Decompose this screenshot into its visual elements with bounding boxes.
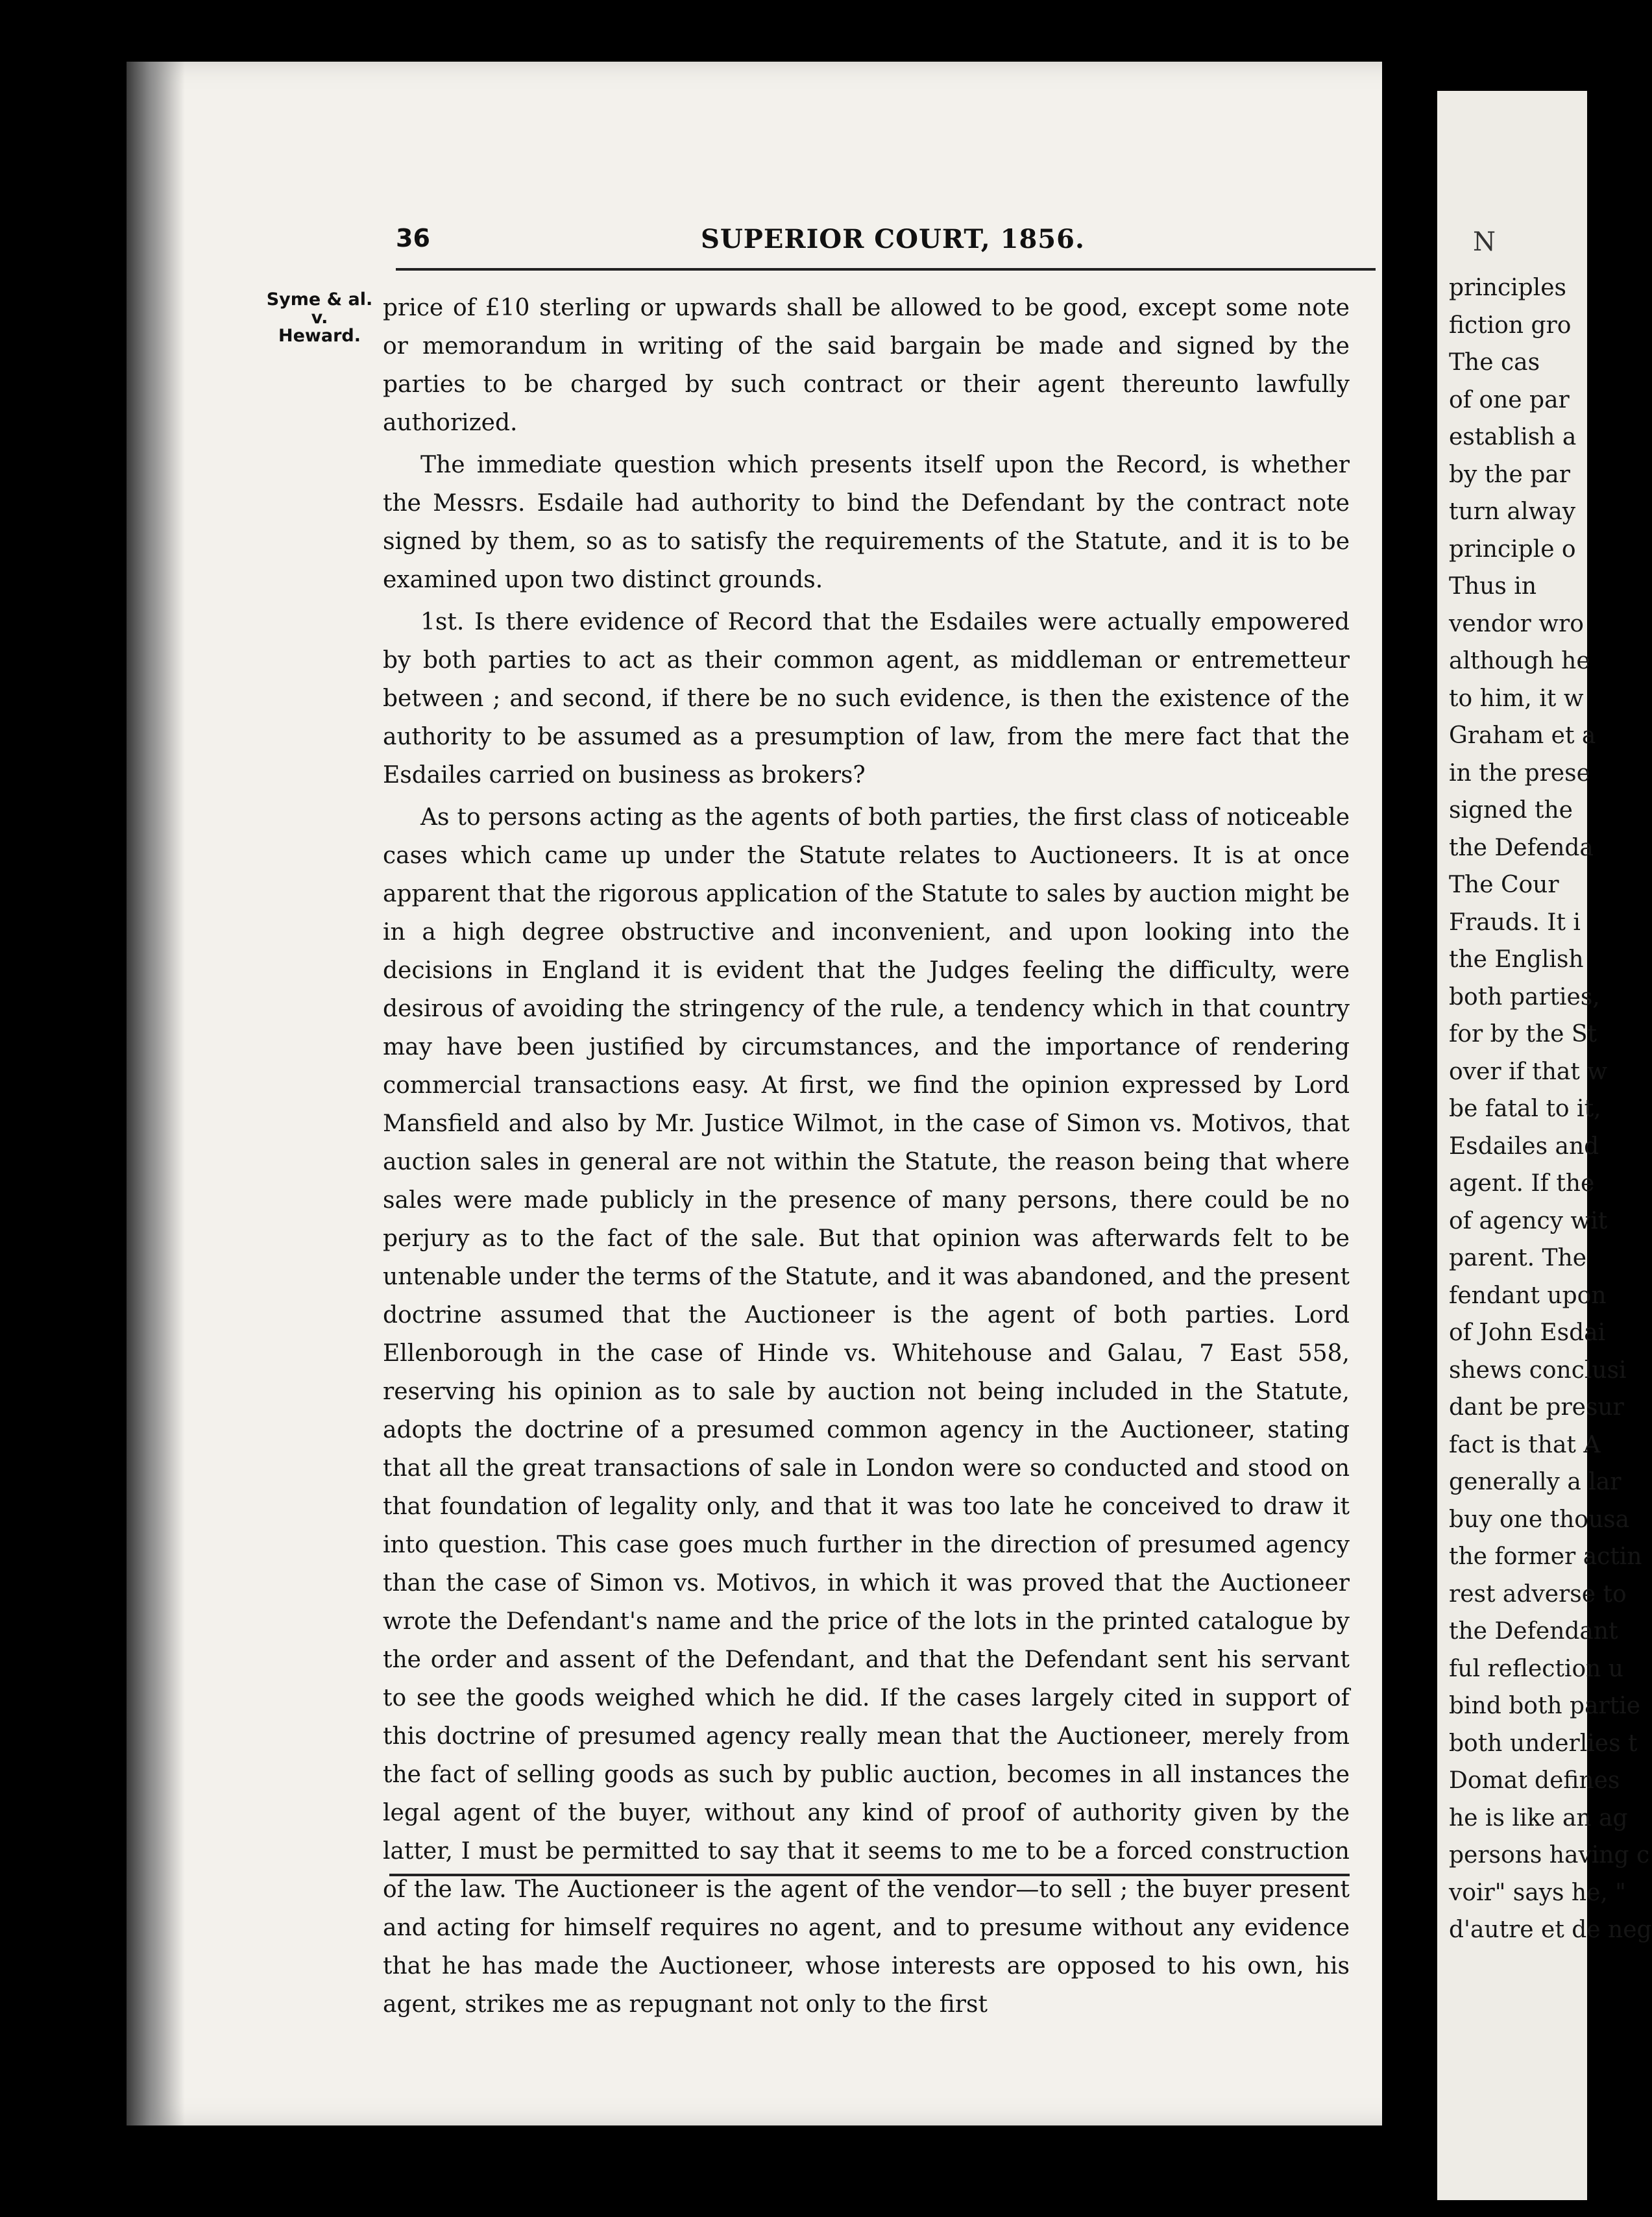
next-page-line: principle o bbox=[1449, 535, 1576, 563]
next-page-line: of agency wit bbox=[1449, 1207, 1608, 1234]
next-page-line: ful reflection u bbox=[1449, 1655, 1623, 1682]
next-page-line: he is like an ag bbox=[1449, 1804, 1628, 1831]
next-page-line: agent. If the bbox=[1449, 1170, 1595, 1197]
margin-note-line: v. bbox=[311, 308, 328, 328]
next-page-line: voir" says he, " bbox=[1449, 1879, 1626, 1906]
running-head: SUPERIOR COURT, 1856. bbox=[701, 224, 1085, 254]
scan-fold-line bbox=[389, 1874, 1350, 1876]
next-page-line: to him, it w bbox=[1449, 685, 1584, 712]
next-page-line: principles bbox=[1449, 275, 1566, 301]
next-page-line: the Defendant bbox=[1449, 1618, 1618, 1645]
next-page-line: bind both partie bbox=[1449, 1693, 1641, 1719]
next-page-line: by the par bbox=[1449, 461, 1570, 488]
paragraph: The immediate question which presents itself upon the Record, is whether the Messrs. Esdaile had authority to bind the Defendant by the contract note signed by them, so as to satisfy the requirements of the Statute, and it is to be examined upon two distinct grounds. bbox=[383, 452, 1350, 593]
next-page-line: turn alway bbox=[1449, 498, 1576, 525]
next-page-line: rest adverse to bbox=[1449, 1580, 1627, 1608]
next-page-line: the Defenda bbox=[1449, 834, 1594, 861]
margin-note-line: Syme & al. bbox=[266, 289, 373, 310]
next-page-line: The cas bbox=[1449, 349, 1540, 376]
next-page-line: for by the St bbox=[1449, 1021, 1597, 1047]
next-page-line: Frauds. It i bbox=[1449, 909, 1581, 936]
page-header bbox=[396, 224, 1395, 263]
page-gutter-shadow bbox=[127, 62, 185, 2125]
page-gap bbox=[1382, 62, 1437, 2203]
next-page-line: both underlies t bbox=[1449, 1730, 1638, 1757]
next-page-line: the former actin bbox=[1449, 1543, 1642, 1570]
next-page-line: the English bbox=[1449, 946, 1584, 973]
right-page-fragment bbox=[1437, 91, 1652, 2200]
next-page-line: The Cour bbox=[1449, 872, 1559, 898]
next-page-header: N bbox=[1473, 227, 1496, 257]
next-page-line: although he bbox=[1449, 648, 1590, 674]
next-page-line: of John Esdai bbox=[1449, 1319, 1606, 1346]
next-page-line: over if that w bbox=[1449, 1058, 1608, 1085]
next-page-line: buy one thousa bbox=[1449, 1506, 1630, 1533]
next-page-line: be fatal to it, bbox=[1449, 1096, 1601, 1122]
next-page-line: parent. The bbox=[1449, 1245, 1587, 1271]
next-page-line: establish a bbox=[1449, 424, 1577, 450]
header-rule bbox=[396, 268, 1376, 271]
next-page-line: signed the bbox=[1449, 797, 1573, 824]
next-page-lines bbox=[1449, 269, 1652, 1949]
page-number: 36 bbox=[396, 224, 430, 252]
next-page-line: fendant upon bbox=[1449, 1282, 1607, 1309]
next-page-line: persons having c bbox=[1449, 1842, 1650, 1868]
body-text bbox=[383, 289, 1350, 2024]
next-page-line: vendor wro bbox=[1449, 610, 1584, 637]
margin-note-line: Heward. bbox=[278, 326, 361, 346]
next-page-line: d'autre et de neg bbox=[1449, 1917, 1652, 1943]
next-page-line: Graham et a bbox=[1449, 722, 1596, 749]
next-page-line: Thus in bbox=[1449, 573, 1537, 600]
next-page-line: fact is that A bbox=[1449, 1431, 1601, 1458]
next-page-line: in the prese bbox=[1449, 759, 1590, 787]
next-page-line: fiction gro bbox=[1449, 312, 1572, 339]
paragraph: 1st. Is there evidence of Record that the Esdailes were actually empowered by both parties to act as their common agent, as middleman or entremetteur between ; and second, if there be no such evidence, is then the existence of the authority to be assumed as a presumption of law, from the mere fact that the Esdailes carried on business as brokers? bbox=[383, 609, 1350, 789]
next-page-line: Domat defines bbox=[1449, 1767, 1620, 1794]
next-page-line: generally a lar bbox=[1449, 1469, 1622, 1495]
paragraph: As to persons acting as the agents of both parties, the first class of noticeable cases which came up under the Statute relates to Auctioneers. It is at once apparent that the rigorous application of the Statute to sales by auction might be in a high degree obstructive and inconvenient, and upon looking into the decisions in England it is evident that the Judges feeling the difficulty, were desirous of avoiding the stringency of the rule, a tendency which in that country may have been justified by circumstances, and the importance of rendering commercial transactions easy. At first, we find the opinion expressed by Lord Mansfield and also by Mr. Justice Wilmot, in the case of Simon vs. Motivos, that auction sales in general are not within the Statute, the reason being that where sales were made publicly in the presence of many persons, there could be no perjury as to the fact of the sale. But that opinion was afterwards felt to be untenable under the terms of the Statute, and it was abandoned, and the present doctrine assumed that the Auctioneer is the agent of both parties. Lord Ellenborough in the case of Hinde vs. Whitehouse and Galau, 7 East 558, reserving his opinion as to sale by auction not being included in the Statute, adopts the doctrine of a presumed common agency in the Auctioneer, stating that all the great transactions of sale in London were so conducted and stood on that foundation of legality only, and that it was too late he conceived to draw it into question. This case goes much further in the direction of presumed agency than the case of Simon vs. Motivos, in which it was proved that the Auctioneer wrote the Defendant's name and the price of the lots in the printed catalogue by the order and assent of the Defendant, and that the Defendant sent his servant to see the goods weighed which he did. If the cases largely cited in support of this doctrine of presumed agency really mean that the Auctioneer, merely from the fact of selling goods as such by public auction, becomes in all instances the legal agent of the buyer, without any kind of proof of authority given by the latter, I must be permitted to say that it seems to me to be a forced construction of the law. The Auctioneer is the agent of the vendor—to sell ; the buyer present and acting for himself requires no agent, and to presume without any evidence that he has made the Auctioneer, whose interests are opposed to his own, his agent, strikes me as repugnant not only to the first bbox=[383, 804, 1350, 2018]
next-page-line: Esdailes and bbox=[1449, 1133, 1599, 1160]
next-page-line: shews conclusi bbox=[1449, 1356, 1627, 1384]
next-page-line: of one par bbox=[1449, 386, 1570, 413]
next-page-line: both parties, bbox=[1449, 983, 1600, 1011]
case-margin-note bbox=[260, 291, 380, 345]
paragraph: price of £10 sterling or upwards shall be allowed to be good, except some note or memorandum in writing of the said bargain be made and signed by the parties to be charged by such contract or their agent thereunto lawfully authorized. bbox=[383, 295, 1350, 436]
next-page-line: dant be presur bbox=[1449, 1394, 1624, 1421]
